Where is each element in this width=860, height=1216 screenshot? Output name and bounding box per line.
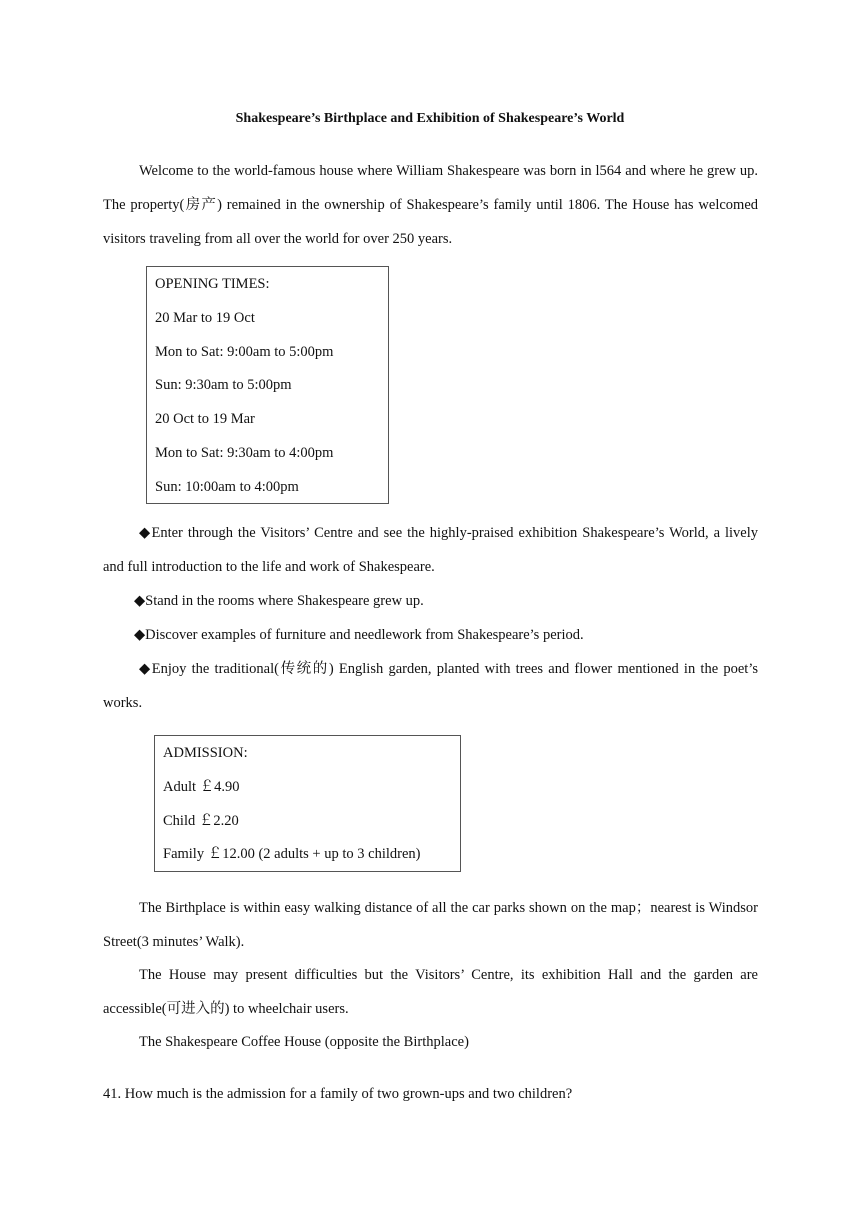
- opening-times-line: Sun: 10:00am to 4:00pm: [155, 478, 299, 495]
- admission-line: Child ￡2.20: [163, 812, 239, 829]
- feature-item: ◆Enter through the Visitors’ Centre and see the highly-praised exhibition Shakespeare’s World, a lively and full introduction to the life and work of Shakespeare.: [103, 525, 758, 575]
- opening-times-line: 20 Oct to 19 Mar: [155, 411, 255, 428]
- coffee-house-line: The Shakespeare Coffee House (opposite the Birthplace): [139, 1034, 469, 1050]
- admission-line: Family ￡12.00 (2 adults + up to 3 children): [163, 846, 421, 863]
- opening-times-line: Mon to Sat: 9:30am to 4:00pm: [155, 444, 334, 461]
- admission-heading: ADMISSION:: [163, 745, 248, 761]
- opening-times-line: Sun: 9:30am to 5:00pm: [155, 377, 292, 394]
- feature-item: ◆Enjoy the traditional(传统的) English garden, planted with trees and flower mentioned in the poet’s works.: [103, 661, 758, 711]
- access-paragraph: The House may present difficulties but the Visitors’ Centre, its exhibition Hall and the garden are accessible(可进入的) to wheelchair users.: [103, 967, 758, 1017]
- feature-item: ◆Stand in the rooms where Shakespeare grew up.: [134, 593, 424, 609]
- document-title: Shakespeare’s Birthplace and Exhibition of Shakespeare’s World: [235, 111, 625, 126]
- intro-paragraph: Welcome to the world-famous house where William Shakespeare was born in l564 and where he grew up. The property(房产) remained in the ownership of Shakespeare’s family until 1806. The House has welcomed visitors traveling from all over the world for over 250 years.: [103, 163, 758, 247]
- opening-times-line: 20 Mar to 19 Oct: [155, 309, 255, 326]
- opening-times-box: [146, 266, 389, 504]
- question-41: 41. How much is the admission for a family of two grown-ups and two children?: [103, 1086, 573, 1102]
- admission-box: [154, 735, 461, 872]
- opening-times-line: Mon to Sat: 9:00am to 5:00pm: [155, 343, 334, 360]
- parking-paragraph: The Birthplace is within easy walking distance of all the car parks shown on the map；nearest is Windsor Street(3 minutes’ Walk).: [103, 900, 758, 950]
- admission-line: Adult ￡4.90: [163, 778, 240, 795]
- feature-item: ◆Discover examples of furniture and needlework from Shakespeare’s period.: [134, 627, 584, 643]
- opening-times-heading: OPENING TIMES:: [155, 276, 270, 292]
